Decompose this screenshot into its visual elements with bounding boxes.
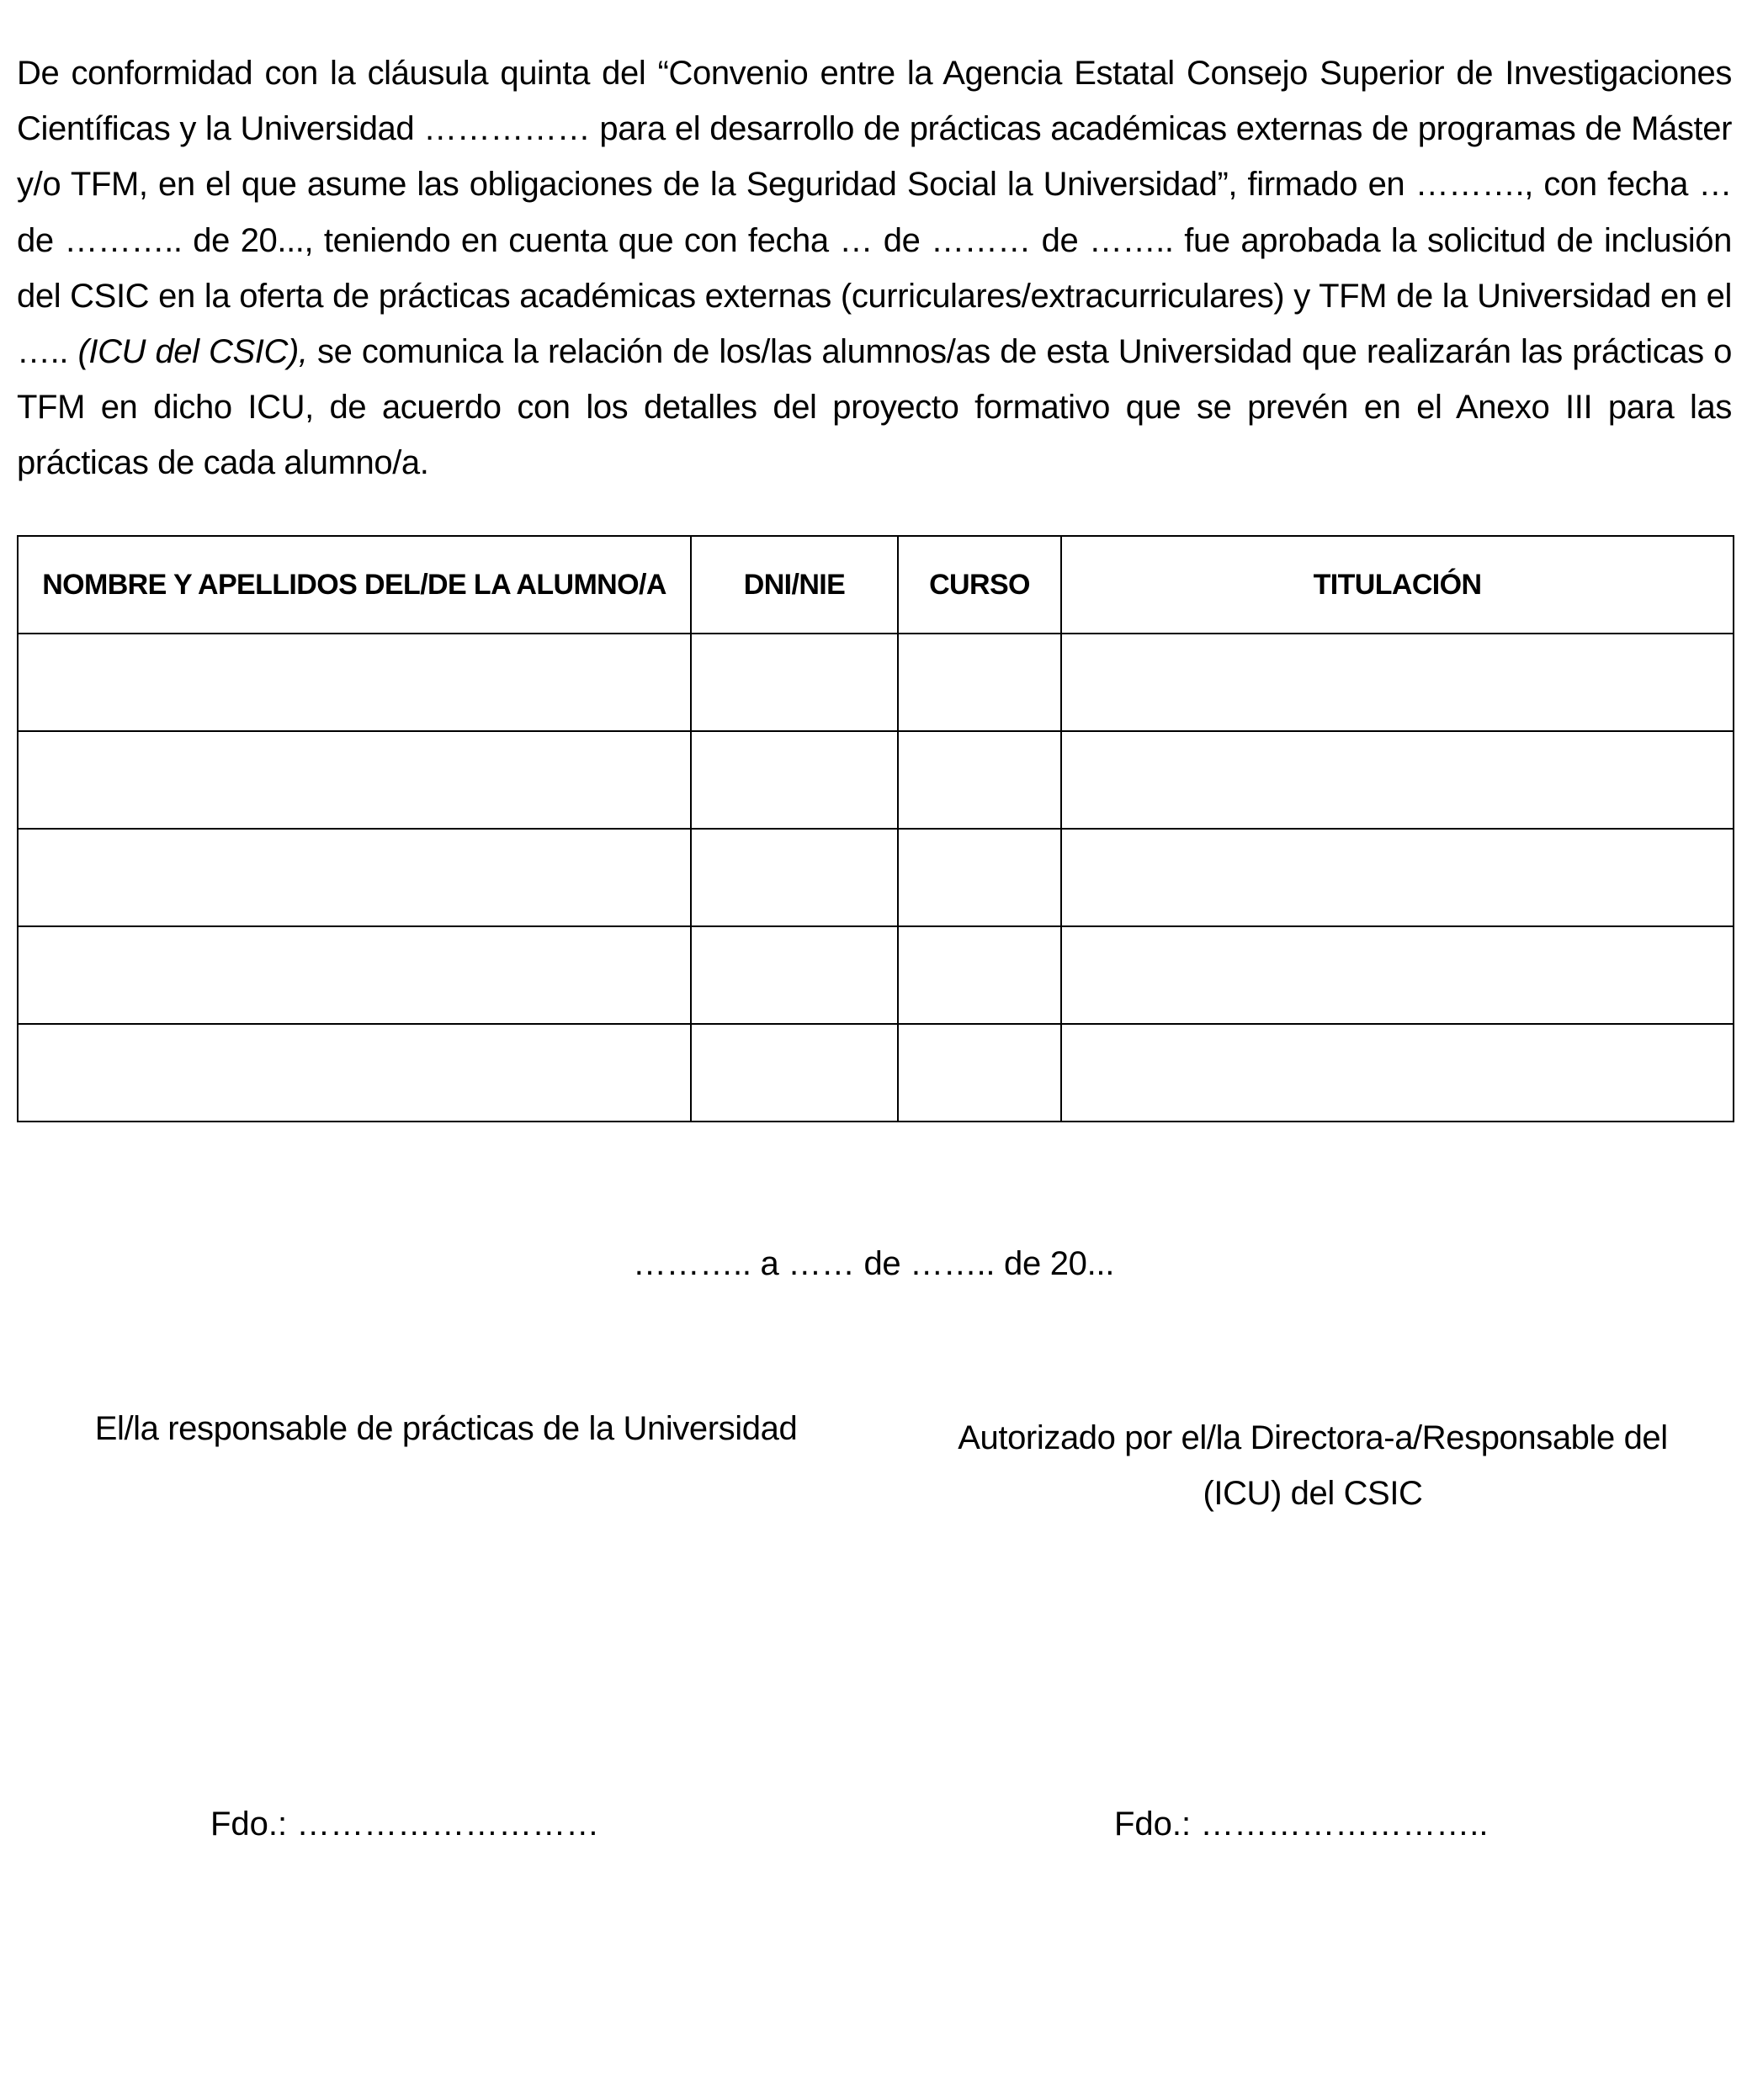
intro-text-italic: (ICU del CSIC), — [77, 333, 308, 371]
university-signature-field[interactable]: Fdo.: ……………………… — [210, 1806, 600, 1843]
header-dni: DNI/NIE — [691, 536, 898, 634]
university-signatory-title: El/la responsable de prácticas de la Universidad — [94, 1410, 798, 1447]
cell-degree[interactable] — [1061, 1024, 1734, 1122]
table-row — [18, 731, 1734, 829]
cell-name[interactable] — [18, 829, 691, 926]
cell-dni[interactable] — [691, 634, 898, 731]
intro-text-part2: se comunica la relación de los/las alumnos/as de esta Universidad que realizarán las prácticas o TFM en dicho ICU, de acuerdo con los detalles del proyecto formativo que se prevén en el Anexo III para las prácticas de cada alumno/a. — [17, 333, 1732, 482]
header-name: NOMBRE Y APELLIDOS DEL/DE LA ALUMNO/A — [18, 536, 691, 634]
cell-course[interactable] — [898, 731, 1061, 829]
csic-signature-field[interactable]: Fdo.: …………………….. — [1114, 1806, 1489, 1843]
header-course: CURSO — [898, 536, 1061, 634]
cell-degree[interactable] — [1061, 634, 1734, 731]
table-row — [18, 634, 1734, 731]
intro-paragraph — [17, 45, 1732, 491]
intro-text-part1: De conformidad con la cláusula quinta del “Convenio entre la Agencia Estatal Consejo Superior de Investigaciones Científicas y la Universidad …………… para el desarrollo de prácticas académicas externas de programas de Máster y/o TFM, en el que asume las obligaciones de la Seguridad Social la Universidad”, firmado en ………., con fecha … de ……….. de 20..., teniendo en cuenta que con fecha … de ……… de …….. fue aprobada la solicitud de inclusión del CSIC en la oferta de prácticas académicas externas (curriculares/extracurriculares) y TFM de la Universidad en el ….. — [17, 55, 1732, 371]
cell-course[interactable] — [898, 829, 1061, 926]
cell-name[interactable] — [18, 1024, 691, 1122]
cell-course[interactable] — [898, 1024, 1061, 1122]
place-date-line: ……….. a …… de …….. de 20... — [632, 1245, 1115, 1282]
table-header-row — [18, 536, 1734, 634]
cell-degree[interactable] — [1061, 731, 1734, 829]
students-table — [17, 535, 1734, 1122]
cell-dni[interactable] — [691, 731, 898, 829]
cell-dni[interactable] — [691, 829, 898, 926]
csic-signatory-title-line1: Autorizado por el/la Directora-a/Responsable del — [958, 1419, 1668, 1456]
table-row — [18, 926, 1734, 1024]
csic-signatory-title — [909, 1410, 1717, 1521]
table-row — [18, 829, 1734, 926]
csic-signatory-title-line2: (ICU) del CSIC — [1203, 1475, 1423, 1512]
cell-course[interactable] — [898, 926, 1061, 1024]
table-row — [18, 1024, 1734, 1122]
cell-name[interactable] — [18, 731, 691, 829]
cell-name[interactable] — [18, 634, 691, 731]
cell-dni[interactable] — [691, 926, 898, 1024]
cell-course[interactable] — [898, 634, 1061, 731]
cell-degree[interactable] — [1061, 926, 1734, 1024]
cell-name[interactable] — [18, 926, 691, 1024]
header-degree: TITULACIÓN — [1061, 536, 1734, 634]
cell-dni[interactable] — [691, 1024, 898, 1122]
cell-degree[interactable] — [1061, 829, 1734, 926]
